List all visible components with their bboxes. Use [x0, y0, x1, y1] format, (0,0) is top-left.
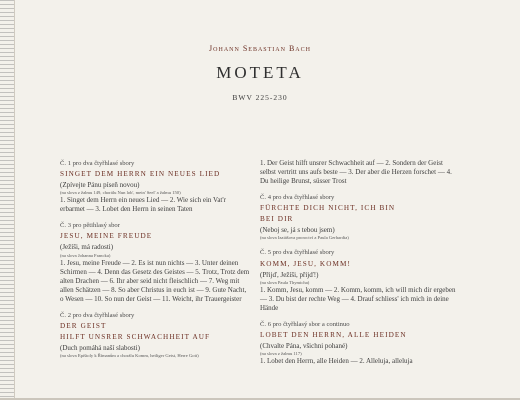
motet-entry	[260, 193, 460, 241]
movement-list: 1. Singet dem Herrn ein neues Lied — 2. Wie sich ein Vat'r erbarmet — 3. Lobet den Herrn in seinen Taten	[60, 196, 226, 214]
text-source-note: (na slova Paula Thymicha)	[260, 279, 310, 285]
text-source-note: (na slova Izaiášova proroctví a Paula Gerhardta)	[260, 235, 349, 241]
motet-translation: (Chvalte Pána, všichni pohané)	[260, 342, 348, 351]
motet-number-label: Č. 6 pro čtyřhlasý sbor a continuo	[260, 320, 350, 328]
spiral-binding	[0, 0, 14, 400]
motet-heading: KOMM, JESU, KOMM!	[260, 259, 351, 268]
movement-list: 1. Komm, Jesu, komm — 2. Komm, komm, ich will mich dir ergeben — 3. Du bist der rechte Weg — 4. Drauf schliess' ich mich in deine Hände	[260, 285, 456, 312]
motet-entry	[260, 159, 460, 186]
motet-heading: BEI DIR	[260, 215, 294, 224]
motet-heading: DER GEIST	[60, 322, 107, 331]
text-source-note: (na slova Johanna Francka)	[60, 252, 111, 258]
motet-heading: HILFT UNSRER SCHWACHHEIT AUF	[60, 333, 211, 342]
binding-edge	[14, 0, 15, 400]
motet-entry	[260, 320, 460, 366]
movement-list: 1. Der Geist hilft unsrer Schwachheit auf — 2. Sondern der Geist selbst vertritt uns aufs beste — 3. Der aber die Herzen forschet — 4. Du heilige Brunst, süsser Trost	[260, 159, 452, 186]
motet-heading: FÜRCHTE DICH NICHT, ICH BIN	[260, 204, 396, 213]
motet-translation: (Duch pomáhá naší slabosti)	[60, 344, 140, 353]
motet-translation: (Neboj se, já s tebou jsem)	[260, 226, 335, 235]
motet-entry	[60, 311, 250, 359]
motet-entry	[260, 248, 460, 312]
catalog-number: BWV 225-230	[232, 93, 288, 102]
text-source-note: (na slova z žalmu 117)	[260, 351, 302, 357]
motet-entry	[60, 221, 250, 304]
page-title: MOTETA	[216, 63, 304, 82]
left-column	[60, 159, 250, 366]
motet-number-label: Č. 1 pro dva čtyřhlasé sbory	[60, 160, 135, 167]
composer-name: Johann Sebastian Bach	[209, 44, 311, 53]
motet-translation: (Zpívejte Pánu píseň novou)	[60, 181, 140, 190]
motet-translation: (Přijď, Ježíši, přijď!)	[260, 270, 319, 279]
motet-number-label: Č. 2 pro dva čtyřhlasé sbory	[60, 312, 135, 320]
motet-number-label: Č. 4 pro dva čtyřhlasé sbory	[260, 194, 335, 202]
motet-entry	[60, 159, 250, 214]
motet-heading: LOBET DEN HERRN, ALLE HEIDEN	[260, 331, 407, 340]
motet-heading: JESU, MEINE FREUDE	[60, 232, 153, 241]
motet-number-label: Č. 5 pro dva čtyřhlasé sbory	[260, 249, 335, 257]
movement-list: 1. Jesu, meine Freude — 2. Es ist nun nichts — 3. Unter deinen Schirmen — 4. Denn das Gesetz des Geistes — 5. Trotz, Trotz dem alten Drachen — 6. Ihr aber seid nicht fleischlich — 7. Weg mit allen Schätzen — 8. So aber Christus in euch ist — 9. Gute Nacht, o Wesen — 10. So nun der Geist — 11. Weicht, ihr Trauergeister	[60, 258, 250, 303]
motet-translation: (Ježíši, má radosti)	[60, 243, 114, 252]
motet-heading: SINGET DEM HERRN EIN NEUES LIED	[60, 170, 221, 179]
text-source-note: (na slova Epištoly k Římanům a chorálu Komm, heiliger Geist, Herre Gott)	[60, 353, 199, 359]
right-column	[260, 159, 460, 373]
text-source-note: (na slova z žalmu 149, chorálu Nun lob', mein' Seel' a žalmu 150)	[60, 190, 181, 196]
movement-list: 1. Lobet den Herrn, alle Heiden — 2. Alleluja, alleluja	[260, 357, 413, 366]
motet-number-label: Č. 3 pro pětihlasý sbor	[60, 222, 120, 230]
